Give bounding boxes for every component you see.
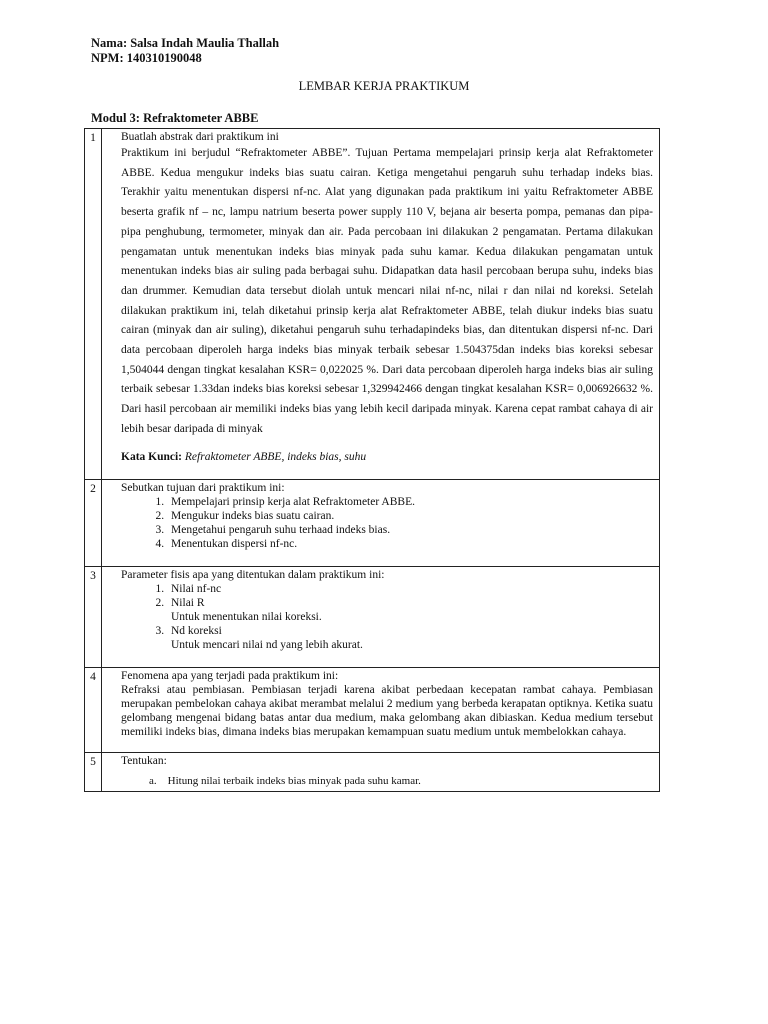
student-npm: NPM: 140310190048: [91, 51, 202, 65]
list-item: 4. Menentukan dispersi nf-nc.: [167, 537, 653, 551]
question-text: Fenomena apa yang terjadi pada praktikum ini:: [121, 669, 339, 682]
parameter-note: Untuk menentukan nilai koreksi.: [171, 610, 322, 623]
list-item: [167, 582, 653, 596]
question-cell: [102, 667, 660, 752]
question-row-4: [85, 667, 660, 752]
student-name: Nama: Salsa Indah Maulia Thallah: [91, 36, 280, 50]
keywords-label: Kata Kunci:: [121, 450, 183, 463]
question-text: Sebutkan tujuan dari praktikum ini:: [121, 481, 285, 494]
question-text: Parameter fisis apa yang ditentukan dalam praktikum ini:: [121, 568, 385, 581]
parameter-label: Nd koreksi: [171, 624, 222, 637]
objectives-list: [121, 495, 653, 551]
list-item: [167, 624, 653, 652]
question-row-3: [85, 566, 660, 667]
question-number: 1: [85, 129, 102, 480]
parameter-label: Nilai nf-nc: [171, 582, 222, 595]
parameter-note: Untuk mencari nilai nd yang lebih akurat.: [171, 638, 363, 651]
list-item: 1. Mempelajari prinsip kerja alat Refraktometer ABBE.: [167, 495, 653, 509]
question-row-2: [85, 479, 660, 566]
question-cell: [102, 479, 660, 566]
keywords-line: [121, 450, 653, 464]
question-number: 2: [85, 479, 102, 566]
subtask-list: [121, 774, 653, 788]
question-text: Tentukan:: [121, 754, 167, 767]
question-number: 3: [85, 566, 102, 667]
question-cell: [102, 752, 660, 791]
question-number: 5: [85, 752, 102, 791]
question-row-1: [85, 129, 660, 480]
list-item: 3. Mengetahui pengaruh suhu terhaad indeks bias.: [167, 523, 653, 537]
question-cell: [102, 566, 660, 667]
abstract-text: Praktikum ini berjudul “Refraktometer ABBE”. Tujuan Pertama mempelajari prinsip kerja alat Refraktometer ABBE. Kedua mengukur indeks bias suatu cairan. Ketiga mengetahui pengaruh suhu terhadap indeks bias. Terakhir yaitu menentukan dispersi nf-nc. Alat yang digunakan pada praktikum ini yaitu Refraktometer ABBE beserta grafik nf – nc, lampu natrium beserta power supply 110 V, bejana air beserta pompa, pemanas dan pipa-pipa penghubung, termometer, minyak dan air. Pada percobaan ini dilakukan 2 pengamatan. Pertama dilakukan pengamatan untuk menentukan indeks bias minyak pada suhu kamar. Kedua dilakukan pengamatan untuk menentukan indeks bias air suling pada berbagai suhu. Didapatkan data hasil percobaan berupa suhu, indeks bias dan drummer. Kemudian data tersebut diolah untuk mencari nilai nf-nc, nilai r dan nilai nd koreksi. Setelah dilakukan praktikum ini, telah diketahui prinsip kerja alat Refraktometer ABBE, telah diukur indeks bias suatu cairan (minyak dan air suling), diketahui pengaruh suhu terhadapindeks bias, dan ditentukan dispersi nf-nc. Dari data percobaan diperoleh harga indeks bias minyak terbaik sebesar 1.504375dan indeks bias koreksi sebesar 1,504044 dengan tingkat kesalahan KSR= 0,022025 %. Dari data percobaan diperoleh harga indeks bias air suling terbaik sebesar 1.33dan indeks bias koreksi sebesar 1,329942466 dengan tingkat kesalahan KSR= 0,006926632 %. Dari hasil percobaan air memiliki indeks bias yang lebih kecil daripada minyak. Karena cepat rambat cahaya di air lebih besar daripada di minyak: [121, 147, 653, 435]
keywords-text: Refraktometer ABBE, indeks bias, suhu: [184, 450, 367, 463]
answer-text: Refraksi atau pembiasan. Pembiasan terjadi karena akibat perbedaan kecepatan rambat cahaya. Pembiasan merupakan pembelokan cahaya akibat merambat melalui 2 medium yang berbeda kerapatan optiknya. Ketika suatu gelombang mengenai bidang batas antar dua medium, maka gelombang akan dibiaskan. Kedua medium tersebut memiliki indeks bias, dimana indeks bias merupakan kemampuan suatu medium untuk membelokkan cahaya.: [121, 683, 653, 738]
question-text: Buatlah abstrak dari praktikum ini: [121, 131, 279, 143]
question-number: 4: [85, 667, 102, 752]
question-cell: [102, 129, 660, 480]
list-item: [167, 596, 653, 624]
list-item: [149, 774, 653, 788]
parameter-label: Nilai R: [171, 596, 205, 609]
parameters-list: [121, 582, 653, 652]
questions-table: [84, 128, 660, 792]
subtask-marker: a.: [149, 774, 157, 787]
subtask-text: Hitung nilai terbaik indeks bias minyak pada suhu kamar.: [167, 774, 421, 787]
document-title: LEMBAR KERJA PRAKTIKUM: [298, 79, 470, 93]
question-row-5: [85, 752, 660, 791]
list-item: 2. Mengukur indeks bias suatu cairan.: [167, 509, 653, 523]
module-title: Modul 3: Refraktometer ABBE: [91, 111, 259, 125]
